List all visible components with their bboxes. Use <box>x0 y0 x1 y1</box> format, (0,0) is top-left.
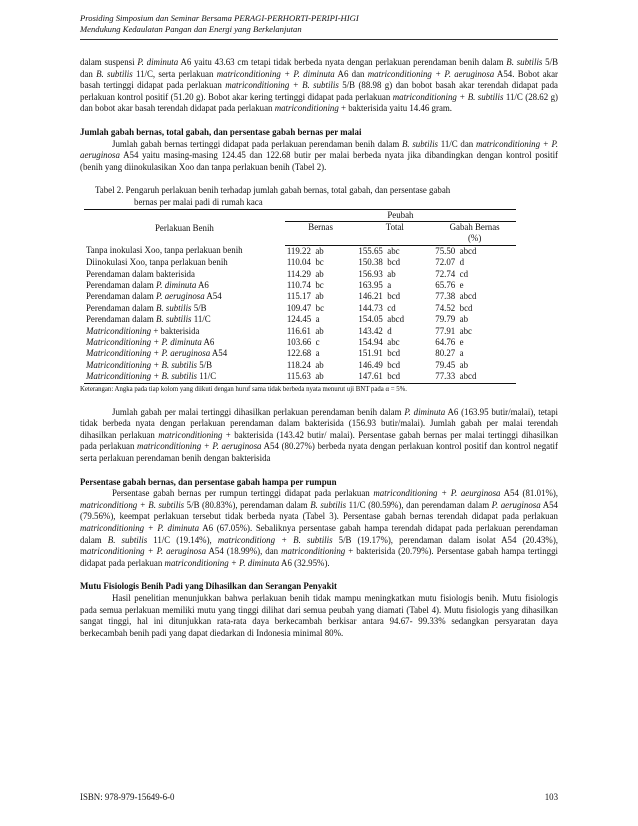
row-bernas: 122.68 a <box>286 348 320 359</box>
row-percent: 77.38 abcd <box>435 291 477 302</box>
table-row <box>84 348 516 359</box>
row-treatment: Perendaman dalam B. subtilis 5/B <box>86 302 207 313</box>
row-total: 154.94 abc <box>358 337 400 347</box>
table-row <box>84 280 516 291</box>
grain-results-paragraph: Jumlah gabah per malai tertinggi dihasilkan perlakuan perendaman benih dalam P. diminuta A6 (163.95 butir/malai), tetapi tidak berbeda nyata dengan perlakuan perendaman dalam bakterisida (156.93 butir/malai). Jumlah gabah per malai terendah dihasilkan perlakuan matriconditioning + bakterisida (143.42 butir/ malai). Persentase gabah bernas per malai tertinggi dihasilkan pada perlakuan matriconditioning + P. aeruginosa A54 (80.27%) berbeda nyata dengan perlakuan kontrol positif dan kontrol negatif serta perlakuan perendaman benih dengan bakterisida <box>80 406 559 463</box>
table-row <box>84 245 516 257</box>
table-caption: Tabel 2. Pengaruh perlakuan benih terhadap jumlah gabah bernas, total gabah, dan persentase gabah bernas per malai padi di rumah kaca <box>95 185 451 207</box>
table-row <box>84 291 516 302</box>
isbn: ISBN: 978-979-15649-6-0 <box>80 792 175 802</box>
row-treatment: Perendaman dalam P. diminuta A6 <box>86 279 209 290</box>
row-treatment: Matriconditioning + P. diminuta A6 <box>86 337 215 347</box>
section-heading-grain: Jumlah gabah bernas, total gabah, dan persentase gabah bernas per malai <box>80 126 362 137</box>
row-percent: 72.74 cd <box>435 268 469 279</box>
table-row <box>84 371 516 383</box>
table-row <box>84 303 516 314</box>
running-header <box>80 13 558 35</box>
row-treatment: Perendaman dalam B. subtilis 11/C <box>86 314 211 325</box>
row-percent: 79.45 ab <box>435 359 469 370</box>
results-table: Peubah Perlakuan Benih Bernas Total Gabah Bernas (%) Tanpa inokulasi Xoo, tanpa perlakuan benih 119.22 ab 155.65 abc 75.50 abcd Diinokulasi Xoo, tanpa perlakuan benih 110.04 bc 150.38 bcd 72.07 d Perendaman dalam bakterisida 114.29 ab 156.93 ab 72.74 cd Perendaman dalam P. diminuta A6 110.74 bc 163.95 a 65.76 e Perendaman dalam P. aeruginosa A54 115.17 ab 146.21 bcd 77.38 abcd Perendaman dalam B. subtilis 5/B 109.47 bc 144.73 cd 74.52 bcd Perendaman dalam B. subtilis 11/C 124.45 a 154.05 abcd 79.79 ab Matriconditioning + bakterisida 116.61 ab 143.42 d 77.91 abc Matriconditioning + P. diminuta A6 103.66 c 154.94 abc 64.76 e Matriconditioning + P. aeruginosa A54 122.68 a 151.91 bcd 80.27 a Matriconditioning + B. subtilis 5/B 118.24 ab 146.49 bcd 79.45 ab Matriconditioning + B. subtilis 11/C 115.63 ab 147.61 bcd 77.33 abcd <box>84 209 516 384</box>
row-treatment: Matriconditioning + P. aeruginosa A54 <box>86 348 228 359</box>
row-treatment: Matriconditioning + B. subtilis 11/C <box>84 371 285 383</box>
row-bernas: 115.63 ab <box>285 371 357 383</box>
row-total: 143.42 d <box>358 325 392 336</box>
table-header-bernas: Bernas <box>308 221 333 232</box>
intro-paragraph: dalam suspensi P. diminuta A6 yaitu 43.63 cm tetapi tidak berbeda nyata dengan perlakuan perendaman benih dalam B. subtilis 5/B dan B. subtilis 11/C, serta perlakuan matriconditioning + P. diminuta A6 dan matriconditioning + P. aeruginosa A54. Bobot akar basah tertinggi didapat pada perlakuan matriconditioning + B. subtilis 5/B (88.98 g) dan bobot basah akar terendah didapat pada perlakuan kontrol positif (51.20 g). Bobot akar kering tertinggi didapat pada perlakuan matriconditioning + B. subtilis 11/C (28.62 g) dan bobot akar basah terendah didapat pada perlakuan matriconditioning + bakterisida yaitu 14.46 gram. <box>80 57 559 114</box>
row-bernas: 114.29 ab <box>286 268 324 279</box>
section-paragraph-grain: Jumlah gabah bernas tertinggi didapat pada perlakuan perendaman benih dalam B. subtilis 11/C dan matriconditioning + P. aeruginosa A54 yaitu masing-masing 124.45 dan 122.68 butir per malai berbeda nyata jika dibandingkan dengan kontrol positif (benih yang diinokulasikan Xoo dan tanpa perlakuan benih (Tabel 2). <box>80 138 558 172</box>
table-row <box>84 360 516 371</box>
row-bernas: 110.74 bc <box>286 279 324 290</box>
table-row <box>84 314 516 325</box>
section-paragraph-percent: Persentase gabah bernas per rumpun tertinggi didapat pada perlakuan matriconditioning + P. aeurginosa A54 (81.01%), matriconditiong + B. subtilis 5/B (80.83%), perendaman dalam B. subtilis 11/C (80.59%), dan perendaman dalam P. aeruginosa A54 (79.56%), keempat perlakuan tersebut tidak berbeda nyata (Tabel 3). Persentase gabah bernas terendah didapat pada perlakuan matriconditioning + P. diminuta A6 (67.05%). Sebaliknya persentase gabah hampa terendah didapat pada perlakuan perendaman dalam B. subtilis 11/C (19.14%), matriconditiong + B. subtilis 5/B (19.17%), perendaman dalam isolat A54 (20.43%), matriconditioning + P. aeruginosa A54 (18.99%), dan matriconditioning + bakterisida (20.79%). Persentase gabah hampa tertinggi didapat pada perlakuan matriconditioning + P. diminuta A6 (32.95%). <box>80 488 559 568</box>
row-percent: 80.27 a <box>435 348 464 359</box>
row-bernas: 110.04 bc <box>286 257 324 268</box>
row-percent: 64.76 e <box>435 337 464 347</box>
row-treatment: Matriconditioning + B. subtilis 5/B <box>86 359 213 370</box>
section-heading-percent: Persentase gabah bernas, dan persentase gabah hampa per rumpun <box>80 476 337 487</box>
row-treatment: Diinokulasi Xoo, tanpa perlakuan benih <box>86 257 228 268</box>
section-paragraph-quality: Hasil penelitian menunjukkan bahwa perlakuan benih tidak mampu meningkatkan mutu fisiologis benih. Mutu fisiologis pada semua perlakuan memiliki mutu yang tinggi dilihat dari semua peubah yang diamati (Tabel 4). Mutu fisiologis yang dihasilkan sangat tinggi, hal ini ditunjukkan rata-rata daya berkecambah berkisar antara 94.67- 99.33% sedangkan persyaratan daya berkecambah benih padi yang dapat diedarkan di Indonesia minimal 80%. <box>80 592 558 638</box>
row-treatment: Perendaman dalam P. aeruginosa A54 <box>86 291 222 302</box>
table-row <box>84 326 516 337</box>
row-percent: 72.07 d <box>435 257 465 268</box>
row-total: 147.61 bcd <box>356 371 433 383</box>
row-bernas: 103.66 c <box>286 337 320 347</box>
page-footer <box>80 792 558 802</box>
row-bernas: 119.22 ab <box>286 245 324 256</box>
row-percent: 77.33 abcd <box>433 371 516 383</box>
row-total: 155.65 abc <box>358 245 400 256</box>
header-line-1: Prosiding Simposium dan Seminar Bersama PERAGI-PERHORTI-PERIPI-HIGI <box>80 13 359 23</box>
row-treatment: Matriconditioning + bakterisida <box>86 325 200 336</box>
row-bernas: 116.61 ab <box>286 325 324 336</box>
row-total: 150.38 bcd <box>358 257 401 268</box>
row-total: 146.21 bcd <box>358 291 401 302</box>
row-percent: 77.91 abc <box>435 325 472 336</box>
table-row <box>84 257 516 268</box>
row-percent: 75.50 abcd <box>435 245 477 256</box>
table-group-header: Peubah <box>285 209 516 221</box>
row-total: 151.91 bcd <box>358 348 401 359</box>
header-rule <box>80 39 558 40</box>
section-heading-quality: Mutu Fisiologis Benih Padi yang Dihasilkan dan Serangan Penyakit <box>80 581 337 592</box>
row-bernas: 124.45 a <box>286 314 320 325</box>
table-note: Keterangan: Angka pada tiap kolom yang diikuti dengan huruf sama tidak berbeda nyata menurut uji BNT pada α = 5%. <box>80 385 408 393</box>
row-bernas: 118.24 ab <box>286 359 324 370</box>
table-header-percent: Gabah Bernas <box>449 221 500 232</box>
row-treatment: Perendaman dalam bakterisida <box>86 268 195 279</box>
row-total: 163.95 a <box>358 279 392 290</box>
table-header-treatment: Perlakuan Benih <box>154 223 214 234</box>
table-row <box>84 269 516 280</box>
row-total: 156.93 ab <box>358 268 396 279</box>
row-treatment: Tanpa inokulasi Xoo, tanpa perlakuan benih <box>86 245 243 256</box>
row-total: 146.49 bcd <box>358 359 401 370</box>
row-bernas: 115.17 ab <box>286 291 324 302</box>
page-body <box>80 57 558 639</box>
table-header-total: Total <box>385 221 404 232</box>
row-percent: 65.76 e <box>435 279 464 290</box>
row-total: 144.73 cd <box>358 302 396 313</box>
row-bernas: 109.47 bc <box>286 302 325 313</box>
header-line-2: Mendukung Kedaulatan Pangan dan Energi yang Berkelanjutan <box>80 24 302 34</box>
row-total: 154.05 abcd <box>358 314 405 325</box>
table-row <box>84 337 516 348</box>
row-percent: 79.79 ab <box>435 314 469 325</box>
page-number: 103 <box>544 792 558 802</box>
row-percent: 74.52 bcd <box>435 302 473 313</box>
